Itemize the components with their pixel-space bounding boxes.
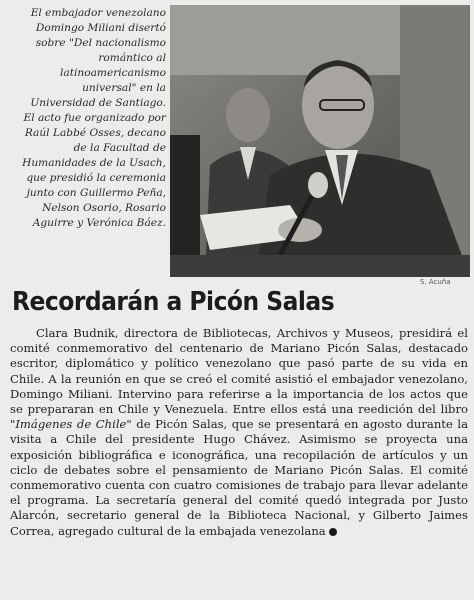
photo-caption: El embajador venezolano Domingo Miliani disertó sobre "Del nacionalismo romántico al latinoamericanismo universal" en la Universidad de Santiago. El acto fue organizado por Raúl Labbé Osses, decano de la Facultad de Humanidades de la Usach, que presidió la ceremonia junto con Guillermo Peña, Nelson Osorio, Rosario Aguirre y Verónica Báez. — [22, 7, 166, 229]
article-body — [10, 326, 468, 539]
end-of-article-icon — [329, 528, 337, 536]
news-photo — [170, 5, 470, 277]
headline: Recordarán a Picón Salas — [12, 287, 335, 317]
body-part-1: Clara Budnik, directora de Bibliotecas, Archivos y Museos, presidirá el comité conmemorativo del centenario de Mariano Picón Salas, destacado escritor, diplomático y político venezolano que pasó parte de su vida en Chile. A la reunión en que se creó el comité asistió el embajador venezolano, Domingo Miliani. Intervino para referirse a la importancia de los actos que se prepararan en Chile y Venezuela. Entre ellos está una reedición del libro — [10, 326, 468, 417]
body-part-2: de Picón Salas, que se presentará en agosto durante la visita a Chile del presidente Hugo Chávez. Asimismo se proyecta una exposición bibliográfica e iconográfica, una recopilación de artículos y un ciclo de debates sobre el pensamiento de Mariano Picón Salas. El comité conmemorativo cuenta con cuatro comisiones de trabajo para llevar adelante el programa. La secretaría general del comité quedó integrada por Justo Alarcón, secretario general de la Biblioteca Nacional, y Gilberto Jaimes Correa, agregado cultural de la embajada venezolana — [10, 417, 468, 538]
book-title: "Imágenes de Chile" — [10, 417, 132, 432]
photo-illustration — [170, 5, 470, 277]
photo-credit: S. Acuña — [420, 278, 451, 286]
